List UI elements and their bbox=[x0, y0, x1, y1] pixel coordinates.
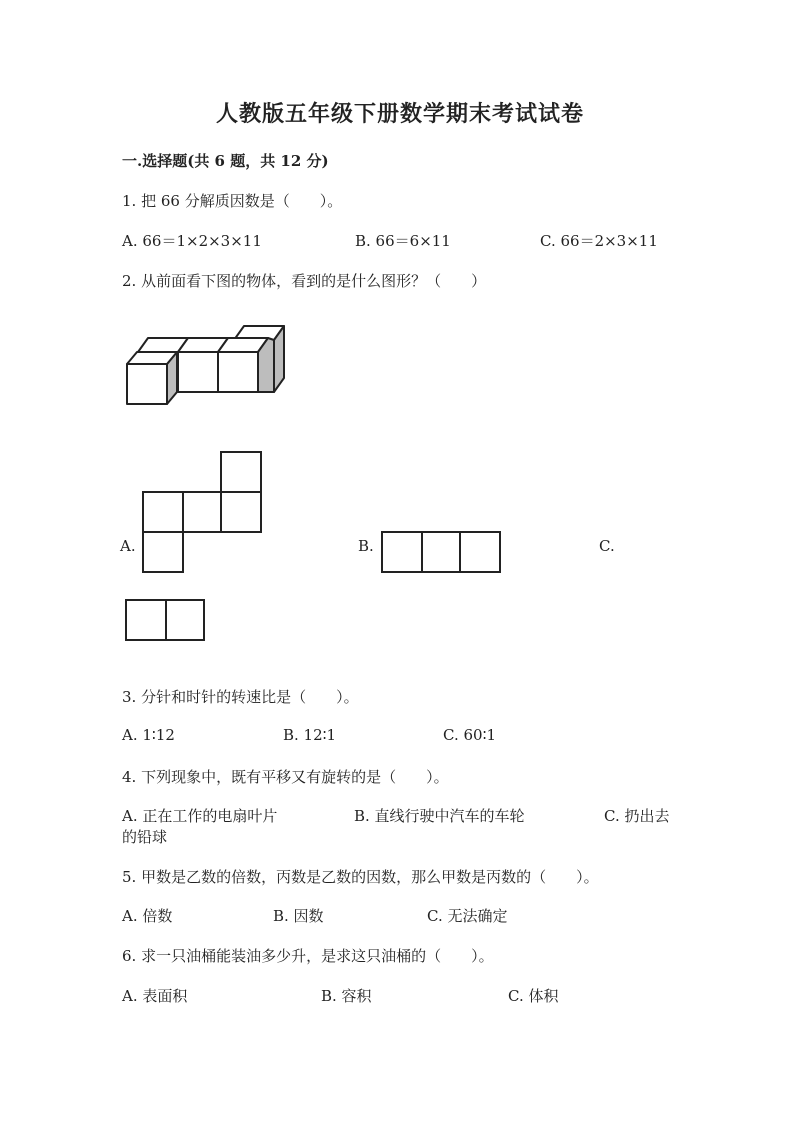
page-title: 人教版五年级下册数学期末考试试卷 bbox=[215, 101, 584, 127]
question-2-option-c[interactable]: C. bbox=[599, 537, 615, 555]
section-heading: 一.选择题(共 6 题，共 12 分) bbox=[122, 152, 329, 170]
question-5-stem: 5. 甲数是乙数的倍数，丙数是乙数的因数，那么甲数是丙数的（ ）。 bbox=[122, 868, 599, 886]
option-b-shape[interactable] bbox=[380, 530, 504, 574]
question-3-option-a[interactable]: A. 1∶12 bbox=[122, 726, 175, 744]
question-2-stem: 2. 从前面看下图的物体，看到的是什么图形？（ ） bbox=[122, 272, 487, 290]
question-2-option-b[interactable]: B. bbox=[358, 537, 374, 555]
question-5-option-a[interactable]: A. 倍数 bbox=[122, 907, 173, 925]
question-3-option-c[interactable]: C. 60∶1 bbox=[443, 726, 497, 744]
question-6-stem: 6. 求一只油桶能装油多少升，是求这只油桶的（ ）。 bbox=[122, 947, 494, 965]
question-4-option-c[interactable]: C. 扔出去 bbox=[604, 807, 670, 825]
question-6-option-b[interactable]: B. 容积 bbox=[321, 987, 372, 1005]
question-4-option-a[interactable]: A. 正在工作的电扇叶片 bbox=[122, 807, 278, 825]
question-1-option-c[interactable]: C. 66＝2×3×11 bbox=[540, 232, 658, 250]
question-1-option-a[interactable]: A. 66＝1×2×3×11 bbox=[122, 232, 262, 250]
question-2-option-a[interactable]: A. bbox=[120, 537, 136, 555]
question-4-option-c-continued: 的铅球 bbox=[122, 828, 168, 846]
question-6-option-a[interactable]: A. 表面积 bbox=[122, 987, 188, 1005]
question-1-option-b[interactable]: B. 66＝6×11 bbox=[355, 232, 451, 250]
option-a-shape[interactable] bbox=[141, 451, 265, 575]
option-c-shape[interactable] bbox=[124, 598, 208, 642]
cube-arrangement-figure bbox=[120, 320, 290, 415]
question-5-option-c[interactable]: C. 无法确定 bbox=[427, 907, 508, 925]
question-3-stem: 3. 分针和时针的转速比是（ ）。 bbox=[122, 688, 359, 706]
question-6-option-c[interactable]: C. 体积 bbox=[508, 987, 559, 1005]
question-5-option-b[interactable]: B. 因数 bbox=[273, 907, 324, 925]
question-4-option-b[interactable]: B. 直线行驶中汽车的车轮 bbox=[354, 807, 525, 825]
question-1-stem: 1. 把 66 分解质因数是（ ）。 bbox=[122, 192, 343, 210]
question-3-option-b[interactable]: B. 12∶1 bbox=[283, 726, 337, 744]
question-4-stem: 4. 下列现象中，既有平移又有旋转的是（ ）。 bbox=[122, 768, 449, 786]
